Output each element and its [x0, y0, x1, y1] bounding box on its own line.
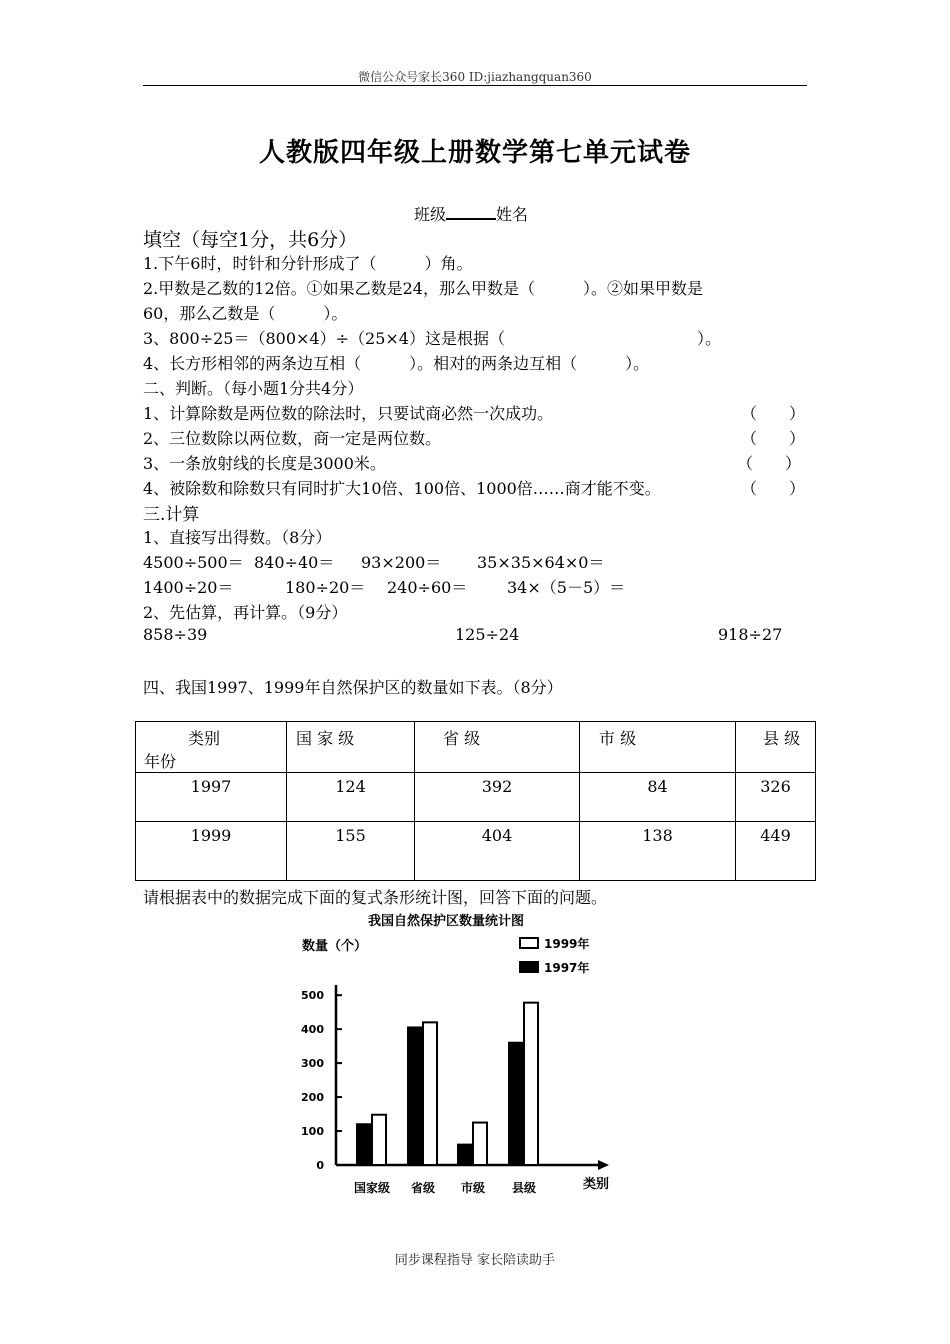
bar-1997	[357, 1124, 371, 1165]
column-header: 市 级	[580, 722, 736, 773]
bar-1997	[408, 1027, 422, 1165]
table-cell: 138	[580, 822, 736, 881]
row-year: 1997	[136, 773, 287, 822]
bar-1999	[473, 1123, 487, 1165]
calc-2-2: 180÷20＝	[285, 578, 366, 597]
chart-title: 我国自然保护区数量统计图	[367, 914, 525, 929]
name-label: 姓名	[496, 205, 529, 224]
column-header: 国 家 级	[287, 722, 415, 773]
section4-heading: 四、我国1997、1999年自然保护区的数量如下表。（8分）	[143, 678, 563, 697]
category-label: 市级	[460, 1181, 486, 1195]
corner-category-label: 类别	[188, 729, 221, 748]
category-label: 县级	[511, 1181, 537, 1195]
table-cell: 155	[287, 822, 415, 881]
legend-label: 1997年	[544, 961, 590, 975]
estimate-1: 858÷39	[143, 625, 208, 644]
judge-item-2: 2、三位数除以两位数，商一定是两位数。	[143, 429, 442, 448]
category-label: 国家级	[353, 1181, 391, 1195]
page-title: 人教版四年级上册数学第七单元试卷	[258, 138, 691, 168]
y-tick-label: 500	[301, 989, 324, 1003]
y-tick-label: 300	[301, 1057, 324, 1071]
table-cell: 84	[580, 773, 736, 822]
calc-1-4: 35×35×64×0＝	[477, 553, 605, 572]
estimate-2: 125÷24	[455, 625, 520, 644]
judge-item-1: 1、计算除数是两位数的除法时，只要试商必然一次成功。	[143, 404, 554, 423]
calc-1-2: 840÷40＝	[254, 553, 335, 572]
section2-heading: 二、判断。（每小题1分共4分）	[143, 379, 364, 398]
table-cell: 449	[736, 822, 816, 881]
judge-answer-3: （ ）	[737, 454, 802, 473]
legend-label: 1999年	[544, 937, 590, 951]
question-2-line2: 60，那么乙数是（ ）。	[143, 304, 348, 323]
bar-1997	[458, 1145, 472, 1165]
corner-year-label: 年份	[144, 752, 177, 771]
question-3: 3、800÷25＝（800×4）÷（25×4）这是根据（ ）。	[143, 329, 721, 348]
page-header-source: 微信公众号家长360 ID:jiazhangquan360	[358, 70, 592, 84]
question-1: 1.下午6时，时针和分针形成了（ ）角。	[143, 254, 473, 273]
x-axis-arrow	[598, 1160, 609, 1170]
row-year: 1999	[136, 822, 287, 881]
category-label: 省级	[410, 1181, 436, 1195]
bar-1999	[524, 1003, 538, 1165]
y-tick-label: 0	[316, 1159, 324, 1172]
estimate-3: 918÷27	[718, 625, 783, 644]
section1-heading: 填空（每空1分，共6分）	[143, 229, 358, 251]
calc-2-1: 1400÷20＝	[143, 578, 234, 597]
column-header: 省 级	[415, 722, 580, 773]
section3-sub1: 1、直接写出得数。（8分）	[143, 528, 332, 547]
section3-sub2: 2、先估算，再计算。（9分）	[143, 603, 348, 622]
legend-swatch	[520, 938, 538, 948]
judge-item-3: 3、一条放射线的长度是3000米。	[143, 454, 386, 473]
bar-1999	[423, 1022, 437, 1165]
judge-answer-4: （ ）	[741, 479, 806, 498]
judge-answer-2: （ ）	[741, 429, 806, 448]
calc-2-4: 34×（5－5）＝	[507, 578, 626, 597]
calc-1-1: 4500÷500＝	[143, 553, 244, 572]
legend-swatch	[520, 962, 538, 972]
question-2-line1: 2.甲数是乙数的12倍。①如果乙数是24，那么甲数是（ ）。②如果甲数是	[143, 279, 703, 298]
chart-instruction: 请根据表中的数据完成下面的复式条形统计图，回答下面的问题。	[143, 888, 608, 907]
table-cell: 326	[736, 773, 816, 822]
y-tick-label: 200	[301, 1091, 324, 1105]
column-header: 县 级	[736, 722, 816, 773]
section3-heading: 三.计算	[143, 505, 200, 525]
question-4: 4、长方形相邻的两条边互相（ ）。相对的两条边互相（ ）。	[143, 354, 650, 373]
y-tick-label: 100	[301, 1125, 324, 1139]
table-cell: 404	[415, 822, 580, 881]
x-axis-label: 类别	[583, 1177, 610, 1192]
y-tick-label: 400	[301, 1023, 324, 1037]
page-footer: 同步课程指导 家长陪读助手	[394, 1253, 556, 1268]
judge-answer-1: （ ）	[741, 404, 806, 423]
table-cell: 392	[415, 773, 580, 822]
bar-1999	[372, 1115, 386, 1165]
table-cell: 124	[287, 773, 415, 822]
calc-1-3: 93×200＝	[361, 553, 442, 572]
bar-1997	[509, 1043, 523, 1165]
y-axis-label: 数量（个）	[302, 939, 368, 954]
calc-2-3: 240÷60＝	[387, 578, 468, 597]
class-label: 班级	[414, 205, 447, 224]
judge-item-4: 4、被除数和除数只有同时扩大10倍、100倍、1000倍……商才能不变。	[143, 479, 661, 498]
